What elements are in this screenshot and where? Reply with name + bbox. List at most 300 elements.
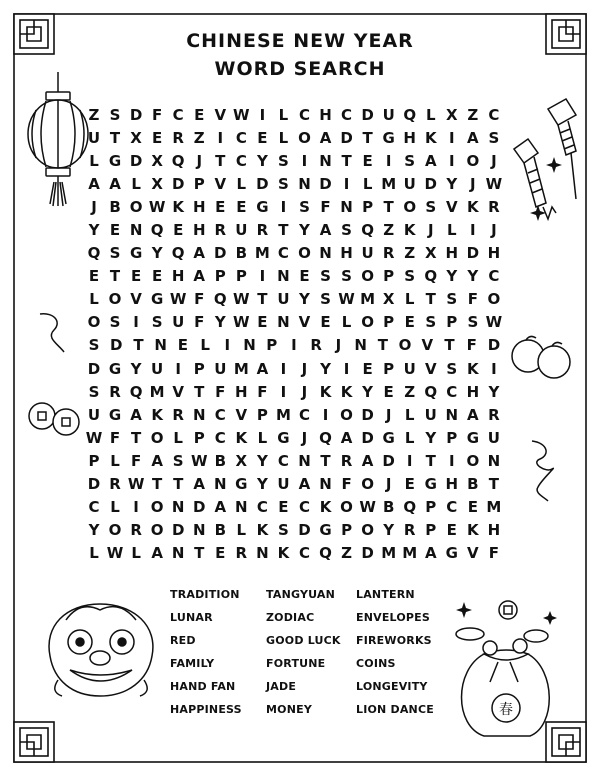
grid-letter: E <box>320 313 331 332</box>
grid-letter: W <box>485 174 503 193</box>
grid-letter: D <box>171 174 185 193</box>
grid-letter: E <box>278 498 289 517</box>
grid-letter: A <box>88 174 100 193</box>
grid-letter: O <box>466 151 480 170</box>
grid-letter: C <box>172 105 184 124</box>
grid-letter: K <box>172 197 184 216</box>
grid-letter: L <box>425 105 436 124</box>
grid-letter: Z <box>193 128 205 147</box>
grid-letter: A <box>151 451 163 470</box>
grid-row <box>84 265 504 288</box>
grid-letter: D <box>361 405 374 424</box>
grid-letter: T <box>383 197 394 216</box>
grid-letter: F <box>215 382 226 401</box>
grid-letter: G <box>424 475 437 494</box>
word-item: FORTUNE <box>266 657 326 670</box>
grid-letter: N <box>256 544 269 563</box>
grid-letter: A <box>193 267 206 286</box>
grid-letter: L <box>110 498 120 517</box>
grid-letter: Y <box>256 451 268 470</box>
grid-letter: N <box>277 267 290 286</box>
grid-letter: L <box>131 174 141 193</box>
grid-letter: J <box>301 359 308 378</box>
grid-letter: F <box>152 105 163 124</box>
grid-letter: N <box>298 174 311 193</box>
grid-letter: O <box>108 290 122 309</box>
grid-letter: R <box>488 405 500 424</box>
grid-letter: U <box>214 359 227 378</box>
grid-letter: D <box>487 336 501 355</box>
grid-letter: M <box>233 359 249 378</box>
grid-letter: V <box>235 405 248 424</box>
grid-letter: O <box>361 475 374 494</box>
grid-letter: D <box>466 244 480 263</box>
grid-letter: W <box>233 290 250 309</box>
grid-letter: M <box>360 290 376 309</box>
grid-letter: I <box>322 405 329 424</box>
grid-letter: D <box>87 475 101 494</box>
word-item: MONEY <box>266 703 312 716</box>
page-title-line2: WORD SEARCH <box>214 58 386 80</box>
grid-letter: W <box>338 290 355 309</box>
grid-letter: R <box>130 521 142 540</box>
grid-letter: L <box>173 428 183 447</box>
grid-letter: S <box>151 313 163 332</box>
word-list-column-1 <box>170 588 242 726</box>
grid-row <box>84 496 504 519</box>
grid-letter: G <box>150 290 164 309</box>
grid-letter: R <box>172 405 184 424</box>
grid-letter: Q <box>403 105 417 124</box>
grid-letter: T <box>133 336 144 355</box>
grid-letter: O <box>361 521 374 540</box>
grid-letter: E <box>152 128 163 147</box>
word-item: ZODIAC <box>266 611 315 624</box>
grid-letter: G <box>256 197 269 216</box>
grid-letter: F <box>488 544 500 563</box>
grid-letter: P <box>266 336 278 355</box>
grid-letter: I <box>406 451 413 470</box>
grid-letter: N <box>235 498 248 517</box>
grid-letter: G <box>108 151 122 170</box>
grid-letter: L <box>89 544 99 563</box>
grid-letter: I <box>133 313 139 332</box>
grid-letter: J <box>335 336 342 355</box>
grid-letter: Q <box>87 244 101 263</box>
grid-letter: J <box>427 221 434 240</box>
grid-letter: I <box>470 221 476 240</box>
grid-letter: P <box>256 405 268 424</box>
grid-letter: A <box>193 475 206 494</box>
word-item: FAMILY <box>170 657 215 670</box>
grid-letter: C <box>446 382 458 401</box>
grid-letter: Y <box>446 174 458 193</box>
grid-letter: N <box>298 451 311 470</box>
grid-letter: D <box>171 521 185 540</box>
grid-letter: P <box>362 197 374 216</box>
grid-letter: C <box>88 498 100 517</box>
lion-dance-head-icon <box>36 596 166 706</box>
grid-letter: I <box>259 267 266 286</box>
grid-letter: U <box>382 105 395 124</box>
grid-letter: R <box>340 451 353 470</box>
grid-letter: E <box>257 128 268 147</box>
grid-letter: J <box>196 151 203 170</box>
grid-letter: A <box>298 475 311 494</box>
grid-letter: S <box>467 313 479 332</box>
grid-letter: R <box>382 244 395 263</box>
grid-row <box>84 542 504 565</box>
grid-letter: T <box>488 475 499 494</box>
grid-letter: S <box>446 359 458 378</box>
grid-letter: C <box>277 244 289 263</box>
grid-letter: N <box>319 244 332 263</box>
firecracker-rockets-icon <box>510 95 590 225</box>
word-item: LION DANCE <box>356 703 434 716</box>
swirl-ribbon-icon <box>34 308 74 358</box>
grid-letter: G <box>129 244 143 263</box>
grid-letter: Z <box>88 105 100 124</box>
grid-letter: O <box>298 128 311 147</box>
grid-letter: O <box>361 313 374 332</box>
grid-letter: X <box>235 451 248 470</box>
grid-letter: T <box>425 290 436 309</box>
grid-letter: O <box>340 405 353 424</box>
grid-letter: Q <box>403 498 417 517</box>
grid-letter: Z <box>341 544 352 563</box>
grid-letter: T <box>130 428 142 447</box>
grid-letter: P <box>193 174 205 193</box>
grid-letter: N <box>192 405 206 424</box>
word-item: RED <box>170 634 196 647</box>
grid-letter: T <box>362 128 373 147</box>
grid-letter: E <box>362 359 373 378</box>
grid-letter: T <box>444 336 455 355</box>
grid-letter: C <box>298 498 310 517</box>
grid-letter: O <box>487 290 501 309</box>
grid-letter: H <box>445 244 459 263</box>
grid-letter: E <box>194 105 205 124</box>
grid-letter: R <box>235 544 248 563</box>
grid-letter: A <box>467 128 479 147</box>
grid-row <box>84 473 504 496</box>
grid-letter: Y <box>362 382 374 401</box>
grid-letter: S <box>88 382 100 401</box>
grid-letter: O <box>150 428 164 447</box>
grid-letter: E <box>88 267 100 286</box>
grid-letter: T <box>194 544 205 563</box>
grid-letter: S <box>425 197 437 216</box>
grid-row <box>84 149 504 172</box>
grid-letter: L <box>341 313 352 332</box>
grid-letter: T <box>215 151 226 170</box>
grid-letter: V <box>445 197 458 216</box>
grid-letter: P <box>383 267 395 286</box>
grid-letter: D <box>298 521 311 540</box>
grid-letter: I <box>343 174 350 193</box>
grid-letter: K <box>467 521 479 540</box>
grid-letter: U <box>277 475 290 494</box>
grid-letter: U <box>361 244 374 263</box>
grid-letter: I <box>385 151 392 170</box>
grid-letter: N <box>445 405 459 424</box>
grid-letter: P <box>193 359 205 378</box>
grid-letter: E <box>299 267 310 286</box>
grid-letter: F <box>194 290 205 309</box>
grid-letter: S <box>425 313 437 332</box>
grid-letter: W <box>190 451 208 470</box>
grid-letter: J <box>301 428 308 447</box>
grid-letter: P <box>425 498 437 517</box>
grid-letter: R <box>310 336 322 355</box>
grid-letter: N <box>154 336 167 355</box>
grid-letter: S <box>299 197 310 216</box>
grid-letter: R <box>488 197 500 216</box>
grid-letter: D <box>361 428 374 447</box>
grid-letter: G <box>319 521 332 540</box>
grid-letter: N <box>319 151 332 170</box>
grid-letter: K <box>403 221 416 240</box>
grid-letter: I <box>291 336 297 355</box>
grid-letter: H <box>466 382 480 401</box>
grid-letter: D <box>382 451 395 470</box>
grid-letter: Q <box>319 428 332 447</box>
grid-letter: C <box>214 428 226 447</box>
grid-letter: A <box>467 405 479 424</box>
grid-letter: S <box>278 174 289 193</box>
word-item: TANGYUAN <box>266 588 336 601</box>
grid-letter: H <box>340 244 353 263</box>
grid-letter: L <box>447 221 457 240</box>
grid-letter: X <box>130 128 142 147</box>
grid-letter: C <box>341 105 353 124</box>
grid-letter: R <box>109 475 121 494</box>
grid-letter: L <box>131 544 141 563</box>
grid-letter: I <box>449 151 455 170</box>
grid-letter: N <box>192 521 206 540</box>
grid-letter: F <box>130 451 142 470</box>
grid-letter: N <box>277 313 290 332</box>
grid-letter: E <box>446 521 457 540</box>
grid-letter: S <box>278 151 289 170</box>
grid-letter: Y <box>446 267 458 286</box>
grid-letter: G <box>382 128 395 147</box>
corner-ornament-bl <box>14 722 54 762</box>
grid-letter: N <box>487 451 501 470</box>
grid-row <box>84 426 504 449</box>
grid-letter: S <box>278 521 289 540</box>
grid-letter: K <box>319 382 332 401</box>
grid-letter: H <box>487 521 501 540</box>
grid-letter: C <box>298 544 310 563</box>
grid-letter: Y <box>88 221 100 240</box>
grid-letter: V <box>467 544 479 563</box>
grid-letter: D <box>256 174 269 193</box>
grid-letter: W <box>85 428 103 447</box>
grid-row <box>84 334 504 357</box>
grid-letter: A <box>361 451 374 470</box>
grid-letter: U <box>403 174 416 193</box>
word-item: FIREWORKS <box>356 634 432 647</box>
grid-row <box>84 403 504 426</box>
grid-letter: Z <box>467 105 479 124</box>
grid-letter: J <box>301 382 308 401</box>
grid-letter: Y <box>320 359 331 378</box>
grid-row <box>84 218 504 241</box>
grid-row <box>84 242 504 265</box>
grid-row <box>84 103 504 126</box>
grid-letter: Y <box>130 359 142 378</box>
grid-letter: B <box>235 244 248 263</box>
grid-letter: I <box>217 128 224 147</box>
grid-letter: H <box>192 197 206 216</box>
grid-letter: V <box>130 290 142 309</box>
grid-letter: D <box>129 151 143 170</box>
grid-letter: E <box>236 197 247 216</box>
word-search-grid <box>84 103 504 565</box>
grid-letter: R <box>403 521 416 540</box>
grid-row <box>84 288 504 311</box>
grid-letter: F <box>466 336 477 355</box>
word-item: ENVELOPES <box>356 611 431 624</box>
grid-letter: S <box>320 290 331 309</box>
grid-letter: P <box>88 451 100 470</box>
grid-letter: G <box>382 428 395 447</box>
grid-letter: L <box>89 290 99 309</box>
grid-letter: Y <box>256 475 268 494</box>
grid-letter: P <box>193 428 205 447</box>
grid-letter: B <box>467 475 479 494</box>
grid-letter: R <box>214 221 227 240</box>
grid-letter: E <box>404 313 415 332</box>
grid-letter: Q <box>424 382 438 401</box>
grid-letter: I <box>175 359 181 378</box>
grid-letter: T <box>257 290 268 309</box>
grid-letter: A <box>424 151 437 170</box>
grid-letter: O <box>150 521 164 540</box>
lucky-money-bag-icon <box>444 596 564 746</box>
grid-letter: L <box>236 174 247 193</box>
grid-letter: N <box>243 336 256 355</box>
grid-letter: T <box>194 382 205 401</box>
grid-letter: I <box>280 197 287 216</box>
grid-letter: N <box>171 498 185 517</box>
grid-letter: D <box>340 128 353 147</box>
grid-letter: C <box>298 405 310 424</box>
grid-letter: I <box>280 359 287 378</box>
grid-letter: L <box>404 405 415 424</box>
grid-letter: F <box>194 313 205 332</box>
grid-letter: I <box>491 359 497 378</box>
grid-letter: S <box>109 244 121 263</box>
grid-row <box>84 195 504 218</box>
word-list-column-3 <box>356 588 434 726</box>
grid-letter: T <box>109 128 121 147</box>
grid-letter: C <box>235 128 247 147</box>
grid-letter: H <box>487 244 501 263</box>
grid-letter: W <box>106 544 124 563</box>
grid-letter: S <box>109 313 121 332</box>
grid-letter: G <box>108 359 122 378</box>
grid-letter: A <box>109 174 121 193</box>
grid-letter: H <box>445 475 459 494</box>
grid-letter: A <box>130 405 142 424</box>
word-item: TRADITION <box>170 588 240 601</box>
grid-letter: Y <box>383 521 395 540</box>
grid-letter: Q <box>213 290 227 309</box>
grid-letter: F <box>320 197 331 216</box>
grid-letter: L <box>404 428 415 447</box>
grid-letter: D <box>319 174 332 193</box>
grid-letter: I <box>449 128 455 147</box>
grid-letter: G <box>235 475 248 494</box>
word-item: COINS <box>356 657 396 670</box>
grid-letter: G <box>108 405 122 424</box>
word-item: GOOD LUCK <box>266 634 341 647</box>
grid-letter: I <box>301 151 308 170</box>
grid-letter: L <box>362 174 373 193</box>
grid-letter: D <box>129 105 143 124</box>
grid-letter: P <box>446 428 458 447</box>
grid-letter: W <box>169 290 187 309</box>
grid-letter: M <box>275 405 291 424</box>
grid-letter: B <box>382 498 395 517</box>
word-item: JADE <box>266 680 297 693</box>
grid-letter: Y <box>214 313 226 332</box>
grid-letter: A <box>214 498 227 517</box>
grid-letter: Q <box>319 544 332 563</box>
paper-lantern-icon <box>22 70 92 210</box>
grid-letter: P <box>446 313 458 332</box>
grid-letter: D <box>87 359 101 378</box>
grid-letter: O <box>403 197 417 216</box>
grid-letter: W <box>148 197 166 216</box>
grid-letter: D <box>214 244 227 263</box>
grid-letter: O <box>466 451 480 470</box>
grid-letter: J <box>385 405 392 424</box>
grid-row <box>84 311 504 334</box>
grid-letter: I <box>133 498 139 517</box>
grid-letter: L <box>89 151 99 170</box>
grid-letter: U <box>87 405 101 424</box>
grid-letter: X <box>424 244 437 263</box>
swirl-ribbon-icon <box>524 435 564 505</box>
grid-letter: D <box>361 544 374 563</box>
grid-letter: J <box>385 475 392 494</box>
grid-letter: N <box>129 221 143 240</box>
word-item: LONGEVITY <box>356 680 428 693</box>
grid-letter: Z <box>404 382 416 401</box>
grid-letter: T <box>152 475 163 494</box>
grid-letter: A <box>193 244 206 263</box>
grid-letter: D <box>361 105 374 124</box>
grid-letter: X <box>382 290 395 309</box>
grid-letter: F <box>257 382 268 401</box>
grid-letter: L <box>278 105 289 124</box>
grid-letter: E <box>257 313 268 332</box>
grid-letter: M <box>402 544 418 563</box>
grid-letter: D <box>109 336 123 355</box>
grid-letter: P <box>383 359 395 378</box>
grid-letter: P <box>425 521 437 540</box>
grid-letter: D <box>193 498 206 517</box>
grid-letter: R <box>109 382 121 401</box>
grid-letter: S <box>88 336 100 355</box>
grid-letter: C <box>446 498 458 517</box>
grid-letter: E <box>152 267 163 286</box>
grid-letter: B <box>214 521 226 540</box>
grid-letter: L <box>404 290 415 309</box>
